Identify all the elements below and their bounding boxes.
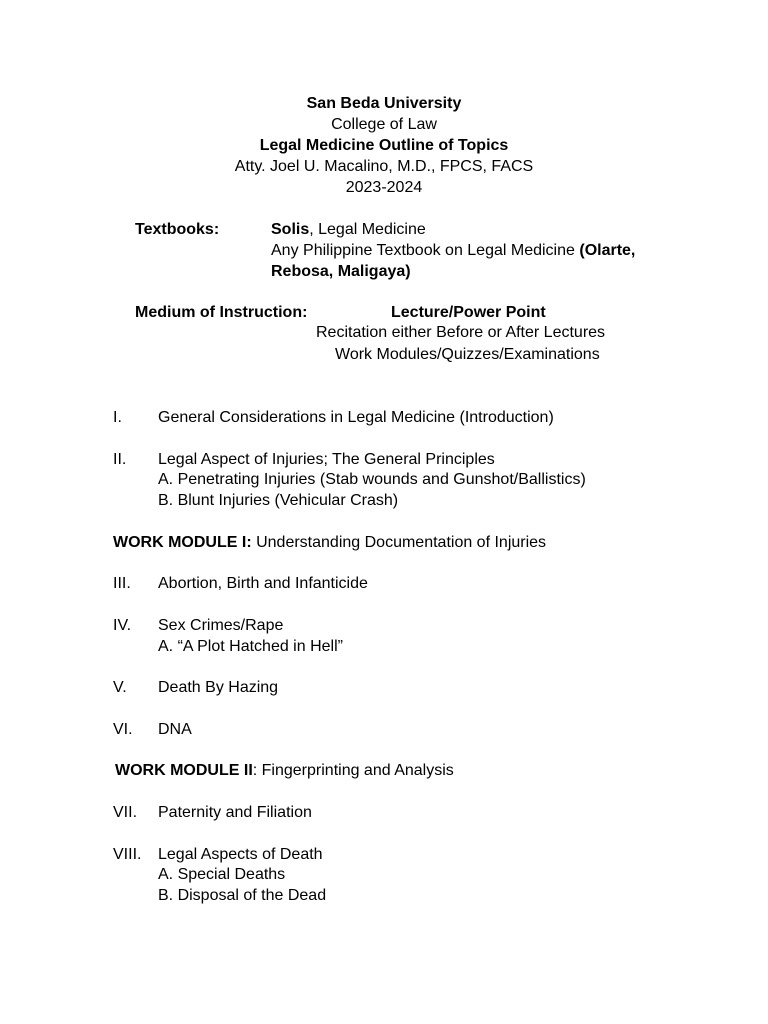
- topic-title: Abortion, Birth and Infanticide: [158, 575, 368, 592]
- work-module-label: WORK MODULE II: [115, 762, 253, 779]
- topic-title: DNA: [158, 721, 192, 738]
- topic-title: Sex Crimes/Rape: [158, 617, 284, 634]
- topic-subitem: A. Special Deaths: [158, 866, 286, 883]
- textbook-1-author: Solis: [271, 221, 310, 238]
- textbook-2-authors-b: Rebosa, Maligaya): [271, 263, 411, 280]
- topic-subitem: A. “A Plot Hatched in Hell”: [158, 638, 343, 655]
- topic-title: Legal Aspect of Injuries; The General Principles: [158, 451, 495, 468]
- textbook-1: [271, 219, 426, 240]
- school-year: 2023-2024: [345, 179, 423, 196]
- topic-subitem: B. Blunt Injuries (Vehicular Crash): [158, 492, 399, 509]
- topic-title: General Considerations in Legal Medicine (Introduction): [158, 409, 554, 426]
- work-module-1: [113, 532, 546, 553]
- instructor-name: Atty. Joel U. Macalino, M.D., FPCS, FACS: [234, 158, 534, 175]
- college-name: College of Law: [331, 116, 437, 133]
- topic-numeral: III.: [113, 575, 131, 592]
- textbook-2-authors-a: (Olarte,: [579, 242, 636, 259]
- work-module-2: [115, 760, 454, 781]
- work-module-title: : Fingerprinting and Analysis: [252, 762, 454, 779]
- medium-label: Medium of Instruction:: [135, 304, 308, 321]
- topic-subitem: A. Penetrating Injuries (Stab wounds and Gunshot/Ballistics): [158, 471, 586, 488]
- topic-numeral: VIII.: [113, 846, 142, 863]
- topic-title: Paternity and Filiation: [158, 804, 312, 821]
- textbooks-label: Textbooks:: [135, 221, 220, 238]
- work-module-title: Understanding Documentation of Injuries: [251, 534, 547, 551]
- medium-item-3: Work Modules/Quizzes/Examinations: [335, 346, 600, 363]
- textbook-2: [271, 240, 635, 261]
- topic-subitem: B. Disposal of the Dead: [158, 887, 327, 904]
- textbook-2-text: Any Philippine Textbook on Legal Medicine: [271, 242, 580, 259]
- course-title: Legal Medicine Outline of Topics: [259, 137, 509, 154]
- work-module-label: WORK MODULE I:: [113, 534, 252, 551]
- topic-numeral: IV.: [113, 617, 132, 634]
- university-name: San Beda University: [306, 95, 462, 112]
- topic-numeral: VII.: [113, 804, 138, 821]
- textbook-1-title: , Legal Medicine: [309, 221, 426, 238]
- medium-item-1: Lecture/Power Point: [391, 304, 546, 321]
- topic-title: Death By Hazing: [158, 679, 279, 696]
- topic-numeral: V.: [113, 679, 127, 696]
- topic-numeral: VI.: [113, 721, 133, 738]
- topic-numeral: I.: [113, 409, 122, 426]
- medium-item-2: Recitation either Before or After Lectures: [316, 324, 606, 341]
- topic-title: Legal Aspects of Death: [158, 846, 323, 863]
- topic-numeral: II.: [113, 451, 127, 468]
